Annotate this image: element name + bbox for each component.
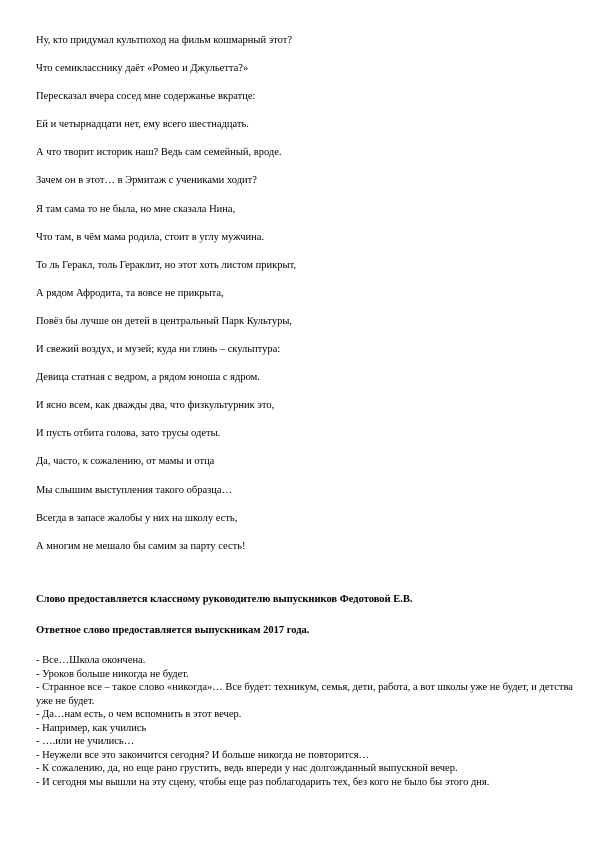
poem-line: И ясно всем, как дважды два, что физкультурник это, [36,400,275,412]
dialogue-line: - Странное все – такое слово «никогда»… Все будет: техникум, семья, дети, работа, а вот школы уже не будет, и детства уже не будет. [36,682,573,707]
dialogue-line: - Неужели все это закончится сегодня? И больше никогда не повторится… [36,749,370,761]
poem-line: Что там, в чём мама родила, стоит в углу мужчина. [36,231,265,243]
dialogue-line: - Уроков больше никогда не будет. [36,668,189,680]
poem-line: А что творит историк наш? Ведь сам семейный, вроде. [36,147,282,159]
dialogue-block [36,654,576,789]
poem-line: Зачем он в этот… в Эрмитаж с учениками ходит? [36,175,257,187]
poem-line: Ей и четырнадцати нет, ему всего шестнадцать. [36,119,249,131]
dialogue-line: - И сегодня мы вышли на эту сцену, чтобы еще раз поблагодарить тех, без кого не было бы этого дня. [36,776,490,788]
dialogue-line: - Все…Школа окончена. [36,655,146,666]
poem-line: Да, часто, к сожалению, от мамы и отца [36,456,215,468]
poem-line: И свежий воздух, и музей; куда ни глянь – скульптура: [36,344,281,356]
document-page [36,0,576,842]
poem-line: Я там сама то не была, но мне сказала Нина, [36,203,236,215]
poem-line: А многим не мешало бы самим за парту сесть! [36,540,246,552]
poem-line: И пусть отбита голова, зато трусы одеты. [36,428,221,440]
dialogue-line: - К сожалению, да, но еще рано грустить, ведь впереди у нас долгожданный выпускной вечер. [36,763,458,774]
poem-block [36,34,576,568]
poem-line: Ну, кто придумал культпоход на фильм кошмарный этот? [36,35,293,46]
dialogue-line: - ….или не учились… [36,736,135,747]
poem-line: Пересказал вчера сосед мне содержанье вкратце: [36,91,256,103]
section-heading-graduates: Ответное слово предоставляется выпускникам 2017 года. [36,625,310,636]
poem-line: Повёз бы лучше он детей в центральный Парк Культуры, [36,315,293,327]
dialogue-line: - Например, как учились [36,722,147,734]
poem-line: Девица статная с ведром, а рядом юноша с ядром. [36,372,260,384]
poem-line: Что семикласснику даёт «Ромео и Джульетта?» [36,63,249,75]
poem-line: Всегда в запасе жалобы у них на школу есть, [36,512,238,524]
poem-line: А рядом Афродита, та вовсе не прикрыта, [36,287,224,299]
dialogue-line: - Да…нам есть, о чем вспомнить в этот вечер. [36,709,242,720]
poem-line: Мы слышим выступления такого образца… [36,484,233,496]
section-heading-teacher: Слово предоставляется классному руководителю выпускников Федотовой Е.В. [36,594,413,605]
poem-line: То ль Геракл, толь Гераклит, но этот хоть листом прикрыт, [36,259,296,271]
